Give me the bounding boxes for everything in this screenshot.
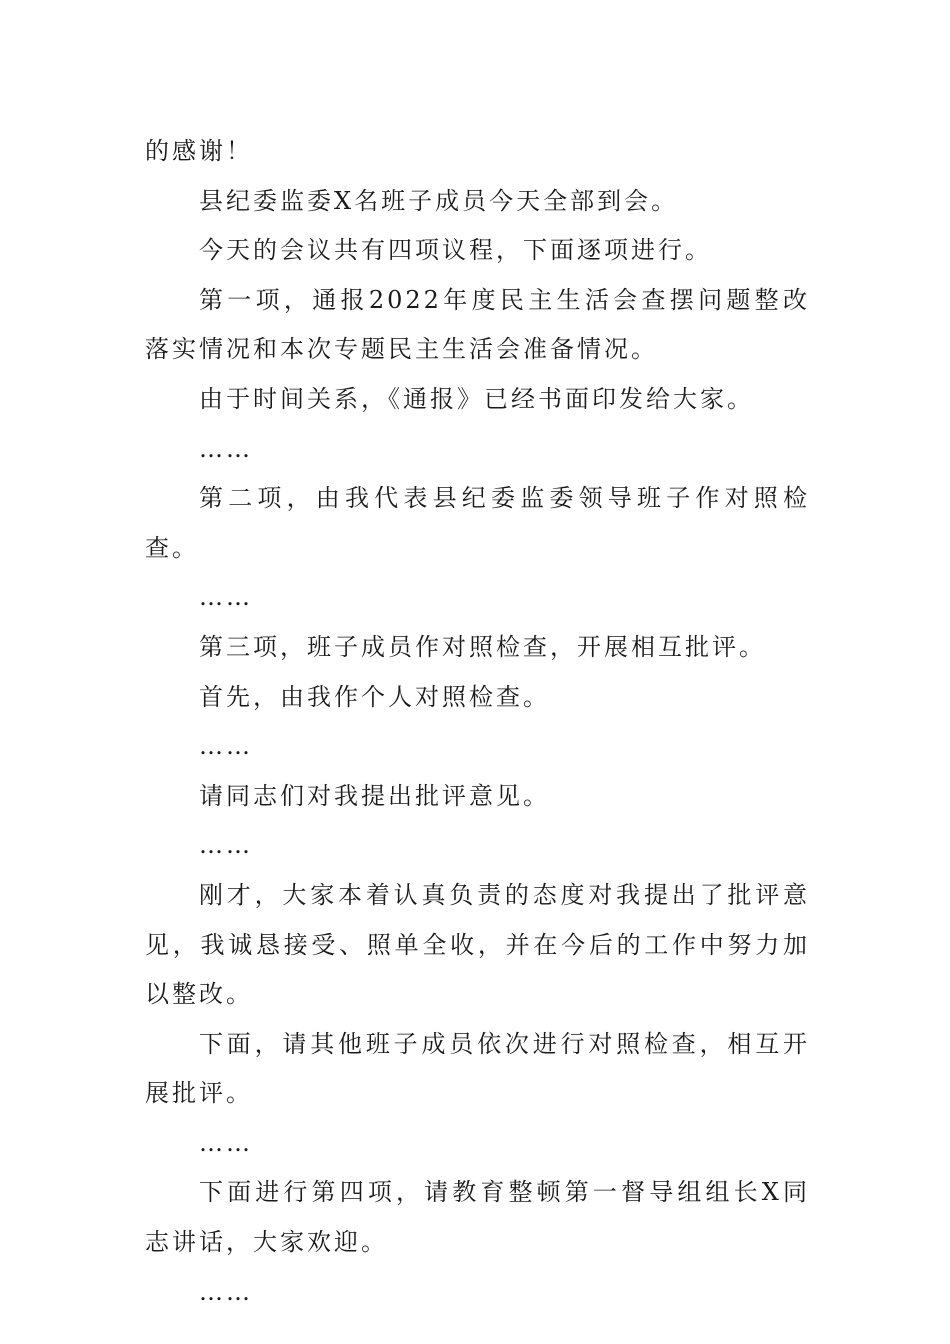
paragraph-ellipsis: …… [199,732,253,761]
paragraph-accept-criticism: 刚才，大家本着认真负责的态度对我提出了批评意见，我诚恳接受、照单全收，并在今后的工作中努力加以整改。 [145,880,810,1009]
paragraph-request-criticism: 请同志们对我提出批评意见。 [199,781,550,810]
paragraph-thanks: 的感谢！ [145,137,253,165]
paragraph-notice: 由于时间关系，《通报》已经书面印发给大家。 [199,384,754,413]
paragraph-self-check: 首先，由我作个人对照检查。 [199,682,550,711]
paragraph-ellipsis: …… [199,434,253,463]
paragraph-item-one: 第一项，通报2022年度民主生活会查摆问题整改落实情况和本次专题民主生活会准备情况。 [145,285,810,364]
paragraph-ellipsis: …… [199,1277,253,1306]
paragraph-ellipsis: …… [199,583,253,612]
paragraph-agenda: 今天的会议共有四项议程，下面逐项进行。 [199,236,712,265]
document-body [145,127,810,1317]
paragraph-attendance: 县纪委监委X名班子成员今天全部到会。 [199,186,679,215]
paragraph-ellipsis: …… [199,831,253,860]
paragraph-other-members: 下面，请其他班子成员依次进行对照检查，相互开展批评。 [145,1029,810,1108]
paragraph-item-four: 下面进行第四项，请教育整顿第一督导组组长X同志讲话，大家欢迎。 [145,1178,810,1257]
paragraph-item-two: 第二项，由我代表县纪委监委领导班子作对照检查。 [145,484,810,562]
paragraph-ellipsis: …… [199,1128,253,1157]
paragraph-item-three: 第三项，班子成员作对照检查，开展相互批评。 [199,632,766,661]
